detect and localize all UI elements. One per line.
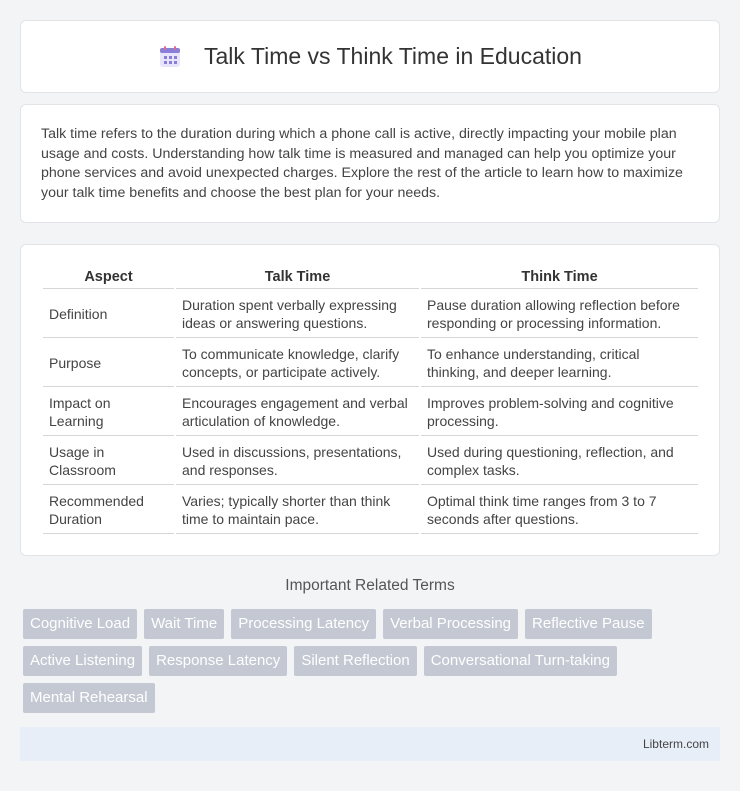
cell-aspect: Impact on Learning (43, 387, 174, 436)
cell-aspect: Purpose (43, 338, 174, 387)
cell-think-time: To enhance understanding, critical thinking, and deeper learning. (421, 338, 698, 387)
term-tag-reflective-pause[interactable]: Reflective Pause (525, 609, 652, 639)
header-aspect: Aspect (43, 265, 174, 289)
table-row (43, 485, 698, 534)
cell-think-time: Pause duration allowing reflection before responding or processing information. (421, 289, 698, 338)
term-tag-cognitive-load[interactable]: Cognitive Load (23, 609, 137, 639)
cell-think-time: Optimal think time ranges from 3 to 7 seconds after questions. (421, 485, 698, 534)
cell-talk-time: Varies; typically shorter than think time to maintain pace. (176, 485, 419, 534)
cell-talk-time: Used in discussions, presentations, and responses. (176, 436, 419, 485)
cell-aspect: Recommended Duration (43, 485, 174, 534)
page-title: Talk Time vs Think Time in Education (204, 43, 582, 69)
cell-think-time: Improves problem-solving and cognitive processing. (421, 387, 698, 436)
term-tag-processing-latency[interactable]: Processing Latency (231, 609, 376, 639)
calendar-icon (158, 45, 182, 69)
table-row (43, 338, 698, 387)
cell-think-time: Used during questioning, reflection, and complex tasks. (421, 436, 698, 485)
term-tag-verbal-processing[interactable]: Verbal Processing (383, 609, 518, 639)
comparison-table (41, 265, 700, 534)
cell-aspect: Definition (43, 289, 174, 338)
related-terms-heading: Important Related Terms (285, 577, 455, 594)
footer-site-link[interactable]: Libterm.com (642, 737, 709, 751)
term-tag-active-listening[interactable]: Active Listening (23, 646, 142, 676)
table-row (43, 436, 698, 485)
term-tag-wait-time[interactable]: Wait Time (144, 609, 224, 639)
cell-talk-time: To communicate knowledge, clarify concepts, or participate actively. (176, 338, 419, 387)
title-card (20, 20, 720, 93)
term-tag-silent-reflection[interactable]: Silent Reflection (294, 646, 416, 676)
cell-aspect: Usage in Classroom (43, 436, 174, 485)
table-row (43, 387, 698, 436)
comparison-table-card (20, 244, 720, 556)
term-tag-response-latency[interactable]: Response Latency (149, 646, 287, 676)
intro-text: Talk time refers to the duration during which a phone call is active, directly impacting your mobile plan usage and costs. Understanding how talk time is measured and managed can help you optimize your phone services and avoid unexpected charges. Explore the rest of the article to learn how to maximize your talk time benefits and choose the best plan for your needs. (41, 126, 683, 201)
cell-talk-time: Duration spent verbally expressing ideas or answering questions. (176, 289, 419, 338)
related-terms-list (23, 609, 723, 713)
intro-card (20, 104, 720, 223)
term-tag-conversational-turn-taking[interactable]: Conversational Turn-taking (424, 646, 617, 676)
table-header-row (43, 265, 698, 289)
table-row (43, 289, 698, 338)
header-think-time: Think Time (421, 265, 698, 289)
cell-talk-time: Encourages engagement and verbal articulation of knowledge. (176, 387, 419, 436)
header-talk-time: Talk Time (176, 265, 419, 289)
footer (20, 727, 720, 761)
term-tag-mental-rehearsal[interactable]: Mental Rehearsal (23, 683, 155, 713)
